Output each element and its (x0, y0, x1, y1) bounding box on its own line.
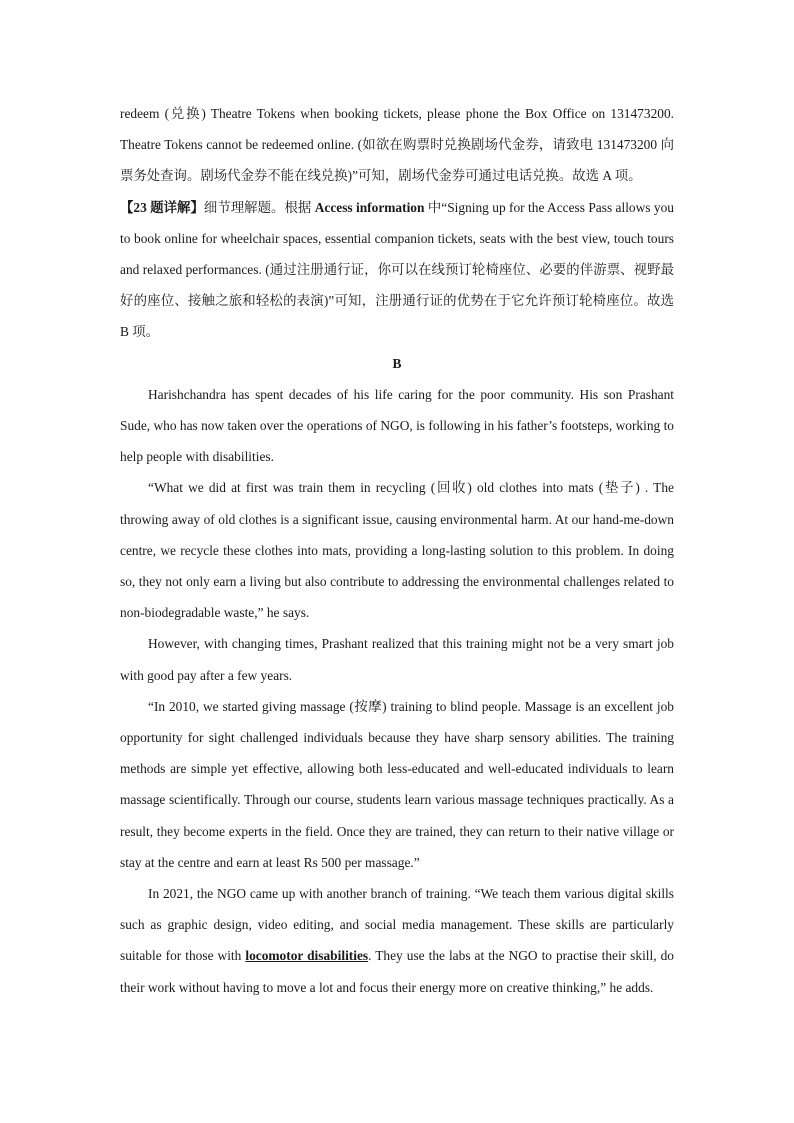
answer-explanation-q22-end: redeem (兑换) Theatre Tokens when booking tickets, please phone the Box Office on 131473200. Theatre Tokens cannot be redeemed online. (如欲在购票时兑换剧场代金券，请致电 131473200 向票务处查询。剧场代金券不能在线兑换)”可知，剧场代金券可通过电话兑换。故选 A 项。 (120, 106, 674, 184)
passage-paragraph-1: Harishchandra has spent decades of his life caring for the poor community. His son Prashant Sude, who has now taken over the operations of NGO, is following in his father’s footsteps, working to help people with disabilities. (120, 386, 674, 465)
q23-text-lead: 细节理解题。根据 (203, 199, 315, 215)
paragraph-5-lead: In 2021, the NGO came up with another branch of training. “We teach them various digital skills such as graphic design, video editing, and social media management. These skills are particularly suitable for those with (120, 886, 674, 964)
passage-paragraph-2: “What we did at first was train them in recycling (回收) old clothes into mats (垫子) . The throwing away of old clothes is a significant issue, causing environmental harm. At our hand-me-down centre, we recycle these clothes into mats, providing a long-lasting solution to this problem. In doing so, they not only earn a living but also contribute to addressing the environmental challenges related to non-biodegradable waste,” he says. (120, 480, 674, 621)
underlined-term: locomotor disabilities (245, 948, 369, 964)
paragraph-5-tail: . They use the labs at the NGO to practise their skill, do their work without having to move a lot and focus their energy more on creative thinking,” he adds. (120, 948, 674, 995)
q23-text-body: 中“Signing up for the Access Pass allows you to book online for wheelchair spaces, essential companion tickets, seats with the best view, touch tours and relaxed performances. (通过注册通行证，你可以在线预订轮椅座位、必要的伴游票、视野最好的座位、接触之旅和轻松的表演)”可知，注册通行证的优势在于它允许预订轮椅座位。故选 B 项。 (120, 199, 674, 340)
q23-label: 【23 题详解】 (120, 199, 204, 215)
passage-paragraph-3: However, with changing times, Prashant realized that this training might not be a very smart job with good pay after a few years. (120, 636, 674, 683)
passage-paragraph-5 (120, 878, 674, 1003)
section-heading: B (392, 355, 402, 371)
answer-explanation-q23 (120, 192, 674, 348)
document-page (120, 98, 674, 1003)
passage-paragraph-4: “In 2010, we started giving massage (按摩) training to blind people. Massage is an excellent job opportunity for sight challenged individuals because they have sharp sensory abilities. The training methods are simple yet effective, allowing both less-educated and well-educated individuals to learn massage scientifically. Through our course, students learn various massage techniques practically. As a result, they become experts in the field. Once they are trained, they can return to their native village or stay at the centre and earn at least Rs 500 per massage.” (120, 698, 674, 870)
q23-keyword: Access information (314, 199, 425, 215)
